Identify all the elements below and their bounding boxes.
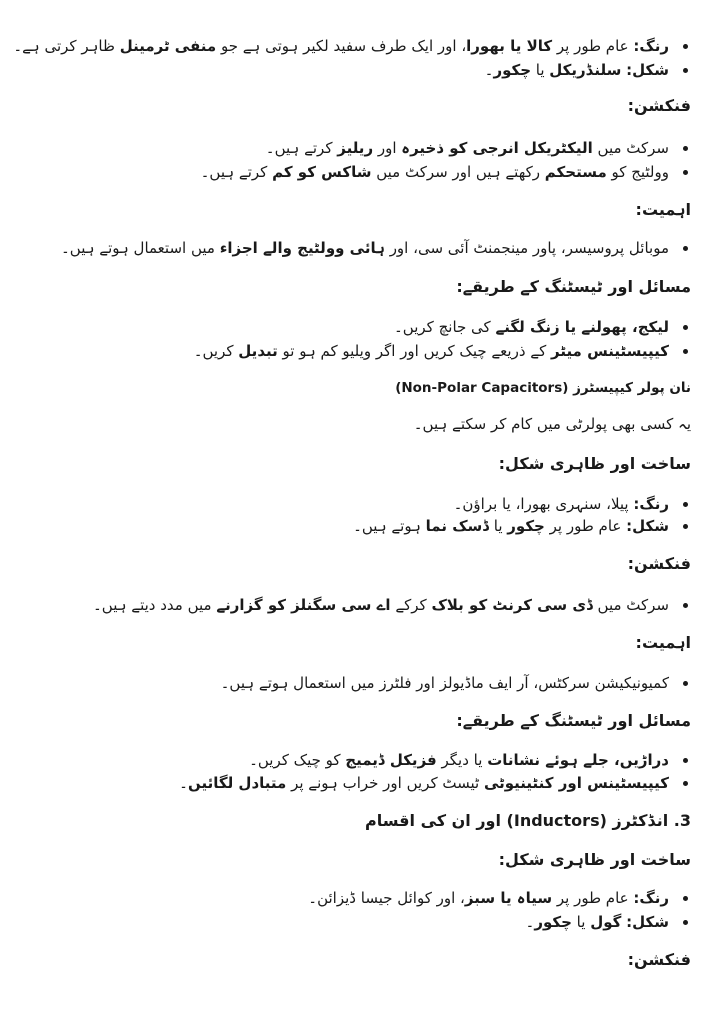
text: کمیونیکیشن سرکٹس، آر ایف ماڈیولز اور فلٹرز میں استعمال ہوتے ہیں۔ <box>220 674 669 692</box>
bold-text: ساخت اور ظاہری شکل: <box>498 850 691 869</box>
text: یا <box>489 517 508 535</box>
text: ۔ <box>484 61 494 79</box>
bold-text: اے سی سگنلز کو گزارنے <box>216 596 391 614</box>
list-item <box>20 162 691 182</box>
text: یہ کسی بھی پولرٹی میں کام کر سکتے ہیں۔ <box>413 415 691 433</box>
bold-text: ساخت اور ظاہری شکل: <box>498 454 691 473</box>
text: کو چیک کریں۔ <box>249 751 346 769</box>
text: سرکٹ میں <box>592 596 669 614</box>
bold-text: منفی ٹرمینل <box>119 37 217 55</box>
text: یا <box>571 913 591 931</box>
bold-text: دراڑیں، جلے ہوئے نشانات <box>487 751 669 769</box>
list-item <box>20 494 691 514</box>
bold-text: شکل: <box>626 913 669 931</box>
bold-text: لیکج، پھولنے یا زنگ لگنے <box>495 318 669 336</box>
text: یا <box>531 61 550 79</box>
bold-text: مسائل اور ٹیسٹنگ کے طریقے: <box>456 711 691 730</box>
subsection-heading <box>20 378 691 398</box>
list-item <box>13 36 691 56</box>
section-heading <box>20 554 691 574</box>
text: سرکٹ میں <box>592 139 669 157</box>
bold-text: کیپیسٹینس میٹر <box>550 342 669 360</box>
bold-text: چکور <box>534 913 572 931</box>
section-heading <box>20 277 691 297</box>
text: کرتے ہیں۔ <box>265 139 338 157</box>
bold-text: نان پولر کیپیسٹرز (Non-Polar Capacitors) <box>395 380 691 396</box>
bold-text: فزیکل ڈیمیج <box>345 751 437 769</box>
text: ۔ <box>179 774 188 792</box>
bold-text: متبادل لگائیں <box>187 774 287 792</box>
list-item <box>20 238 691 258</box>
bold-text: شاکس کو کم <box>272 163 372 181</box>
list-item <box>20 595 691 615</box>
bold-text: مسائل اور ٹیسٹنگ کے طریقے: <box>456 277 691 296</box>
bold-text: فنکشن: <box>627 950 691 969</box>
section-heading <box>20 950 691 970</box>
text: میں استعمال ہوتے ہیں۔ <box>60 239 220 257</box>
bold-text: رنگ: <box>633 37 669 55</box>
text: کے ذریعے چیک کریں اور اگر ویلیو کم ہو تو <box>277 342 551 360</box>
list-item <box>20 773 691 793</box>
bold-text: شکل: <box>626 517 669 535</box>
text: ہوتے ہیں۔ <box>353 517 426 535</box>
text: موبائل پروسیسر، پاور مینجمنٹ آئی سی، اور <box>384 239 669 257</box>
section-heading <box>20 850 691 870</box>
text: عام طور پر <box>544 517 627 535</box>
text: عام طور پر <box>552 37 634 55</box>
list-item <box>20 750 691 770</box>
bold-text: سیاہ یا سبز <box>464 889 553 907</box>
text: عام طور پر <box>552 889 634 907</box>
section-heading <box>20 454 691 474</box>
bold-text: ریلیز <box>337 139 374 157</box>
text: ، اور ایک طرف سفید لکیر ہوتی ہے جو <box>216 37 467 55</box>
bold-text: ڈی سی کرنٹ کو بلاک <box>431 596 593 614</box>
section-heading <box>20 711 691 731</box>
section-heading <box>20 96 691 116</box>
list-item <box>20 341 691 361</box>
section-heading <box>20 200 691 220</box>
list-item <box>20 888 691 908</box>
text: کریں۔ <box>193 342 239 360</box>
bold-text: ہائی وولٹیج والے اجزاء <box>219 239 385 257</box>
bold-text: گول <box>590 913 622 931</box>
text: ظاہر کرتی ہے۔ <box>13 37 120 55</box>
text: رکھتے ہیں اور سرکٹ میں <box>371 163 545 181</box>
list-item <box>20 912 691 932</box>
text: ٹیسٹ کریں اور خراب ہونے پر <box>286 774 484 792</box>
bold-text: تبدیل <box>238 342 278 360</box>
bold-text: اہمیت: <box>635 633 691 652</box>
bold-text: مستحکم <box>544 163 607 181</box>
list-item <box>20 317 691 337</box>
bold-text: 3. انڈکٹرز (Inductors) اور ان کی اقسام <box>365 811 691 830</box>
text: یا دیگر <box>436 751 488 769</box>
bold-text: کالا یا بھورا <box>466 37 553 55</box>
bold-text: اہمیت: <box>635 200 691 219</box>
text: کرتے ہیں۔ <box>200 163 273 181</box>
section-heading <box>20 633 691 653</box>
bold-text: چکور <box>493 61 532 79</box>
text: پیلا، سنہری بھورا، یا براؤن۔ <box>453 495 634 513</box>
list-item <box>20 60 691 80</box>
text: وولٹیج کو <box>606 163 669 181</box>
bold-text: رنگ: <box>633 889 669 907</box>
section-heading <box>20 811 691 831</box>
bold-text: فنکشن: <box>627 554 691 573</box>
bold-text: چکور <box>507 517 545 535</box>
text: ، اور کوائل جیسا ڈیزائن۔ <box>308 889 465 907</box>
list-item <box>20 516 691 536</box>
text: میں مدد دیتے ہیں۔ <box>93 596 217 614</box>
list-item <box>20 138 691 158</box>
paragraph <box>20 414 691 434</box>
bold-text: کیپیسٹینس اور کنٹینیوٹی <box>483 774 669 792</box>
bold-text: فنکشن: <box>627 96 691 115</box>
bold-text: شکل: <box>626 61 669 79</box>
text: اور <box>373 139 402 157</box>
text: کرکے <box>390 596 432 614</box>
bold-text: الیکٹریکل انرجی کو ذخیرہ <box>401 139 593 157</box>
bold-text: سلنڈریکل <box>549 61 622 79</box>
bold-text: ڈسک نما <box>425 517 489 535</box>
bold-text: رنگ: <box>633 495 669 513</box>
list-item <box>20 673 691 693</box>
text: ۔ <box>525 913 535 931</box>
text: کی جانچ کریں۔ <box>394 318 496 336</box>
